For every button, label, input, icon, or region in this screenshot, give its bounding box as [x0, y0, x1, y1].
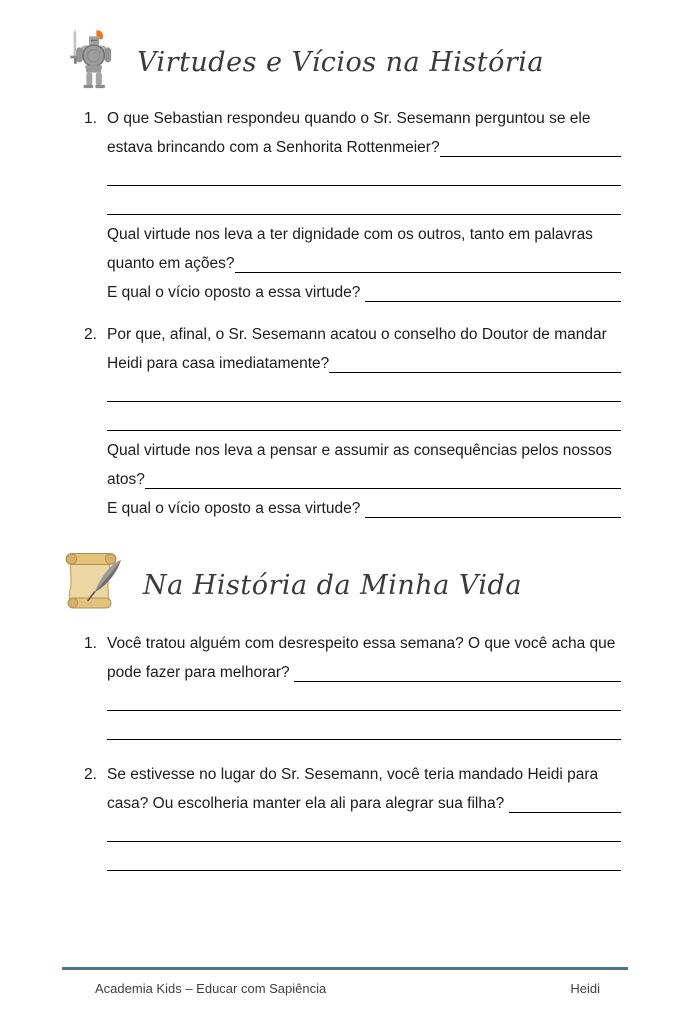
answer-line-row — [84, 687, 621, 716]
knight-icon — [60, 29, 122, 96]
answer-blank-line — [365, 494, 621, 518]
footer-divider — [62, 967, 628, 970]
answer-line-row — [84, 407, 621, 436]
answer-line-row — [84, 716, 621, 745]
questions-container-virtues — [84, 104, 621, 523]
question-text-row — [84, 789, 621, 818]
answer-blank-line — [107, 162, 621, 186]
question-text-row — [84, 494, 621, 523]
question-text: Se estivesse no lugar do Sr. Sesemann, você teria mandado Heidi para — [107, 766, 599, 783]
question-text-row — [84, 249, 621, 278]
question-text-row — [84, 658, 621, 687]
question-number — [84, 436, 107, 465]
question-text-row — [84, 104, 621, 133]
question-text-row — [84, 133, 621, 162]
question-text: Qual virtude nos leva a pensar e assumir as consequências pelos nossos — [107, 442, 612, 459]
answer-blank-line — [107, 687, 621, 711]
answer-blank-line — [294, 658, 621, 682]
answer-line-row — [84, 162, 621, 191]
question-text: quanto em ações? — [107, 255, 235, 272]
answer-blank-line — [509, 789, 621, 813]
question-number — [84, 658, 107, 687]
answer-blank-line — [329, 349, 621, 373]
question-block — [84, 104, 621, 307]
question-number — [84, 789, 107, 818]
scroll-quill-icon — [58, 548, 128, 623]
question-text: atos? — [107, 471, 145, 488]
question-number — [84, 278, 107, 307]
question-text-row — [84, 220, 621, 249]
answer-line-row — [84, 378, 621, 407]
question-text-row — [84, 629, 621, 658]
section-header-my-life — [58, 548, 522, 623]
answer-blank-line — [235, 249, 621, 273]
question-number — [84, 494, 107, 523]
question-text: O que Sebastian respondeu quando o Sr. Sesemann perguntou se ele — [107, 110, 591, 127]
answer-line-row — [84, 191, 621, 220]
question-text: Por que, afinal, o Sr. Sesemann acatou o conselho do Doutor de mandar — [107, 326, 607, 343]
question-number — [84, 407, 107, 436]
answer-line-row — [84, 818, 621, 847]
question-number — [84, 818, 107, 847]
question-text: casa? Ou escolheria manter ela ali para alegrar sua filha? — [107, 795, 509, 812]
question-number: 1. — [84, 110, 97, 127]
question-text-row — [84, 349, 621, 378]
question-text-row — [84, 436, 621, 465]
section-header-virtues — [60, 29, 544, 96]
question-block — [84, 629, 621, 745]
question-number — [84, 378, 107, 407]
question-text: pode fazer para melhorar? — [107, 664, 294, 681]
question-text: E qual o vício oposto a essa virtude? — [107, 500, 365, 517]
question-number: 1. — [84, 635, 97, 652]
question-text: estava brincando com a Senhorita Rottenmeier? — [107, 139, 440, 156]
question-number — [84, 716, 107, 745]
section-title: Na História da Minha Vida — [143, 570, 522, 601]
question-number — [84, 249, 107, 278]
question-text-row — [84, 760, 621, 789]
footer-left-text: Academia Kids – Educar com Sapiência — [95, 980, 327, 996]
page-footer — [0, 978, 689, 998]
answer-blank-line — [107, 847, 621, 871]
question-number — [84, 133, 107, 162]
question-number: 2. — [84, 326, 97, 343]
question-number — [84, 465, 107, 494]
answer-blank-line — [107, 191, 621, 215]
question-text-row — [84, 320, 621, 349]
answer-line-row — [84, 847, 621, 876]
footer-right-text: Heidi — [570, 980, 600, 996]
question-number — [84, 191, 107, 220]
question-number — [84, 162, 107, 191]
question-block — [84, 760, 621, 876]
question-text: Você tratou alguém com desrespeito essa semana? O que você acha que — [107, 635, 616, 652]
question-text: Qual virtude nos leva a ter dignidade com os outros, tanto em palavras — [107, 226, 593, 243]
question-number — [84, 349, 107, 378]
question-number — [84, 847, 107, 876]
question-text-row — [84, 465, 621, 494]
question-number — [84, 687, 107, 716]
answer-blank-line — [107, 407, 621, 431]
questions-container-my-life — [84, 629, 621, 876]
question-number — [84, 220, 107, 249]
question-text-row — [84, 278, 621, 307]
answer-blank-line — [107, 716, 621, 740]
question-number: 2. — [84, 766, 97, 783]
answer-blank-line — [145, 465, 621, 489]
question-block — [84, 320, 621, 523]
answer-blank-line — [107, 818, 621, 842]
question-text: Heidi para casa imediatamente? — [107, 355, 330, 372]
answer-blank-line — [107, 378, 621, 402]
answer-blank-line — [440, 133, 621, 157]
question-text: E qual o vício oposto a essa virtude? — [107, 284, 365, 301]
answer-blank-line — [365, 278, 621, 302]
section-title: Virtudes e Vícios na História — [137, 47, 545, 78]
